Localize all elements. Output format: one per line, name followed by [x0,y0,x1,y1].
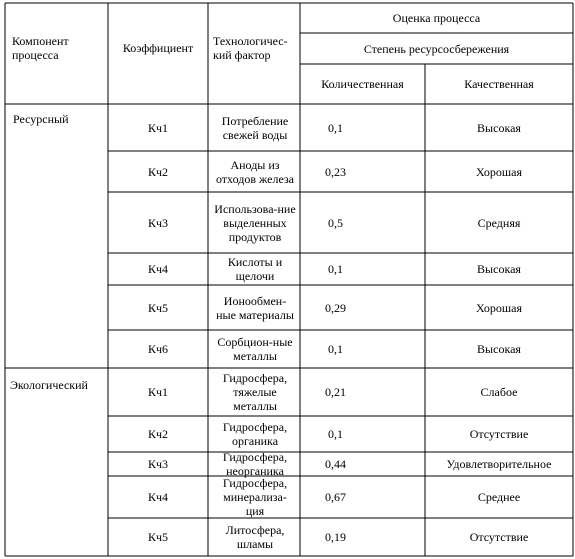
row-qualitative: Высокая [477,262,521,276]
row-tech-factor: Литосфера, шламы [225,523,285,551]
row-tech-factor: Гидросфера, неорганика [222,450,288,478]
row-quantitative: 0,44 [325,457,346,471]
row-coefficient: Кч5 [147,300,169,315]
header-coefficient: Коэффициент [122,41,194,55]
row-qualitative: Отсутствие [469,427,529,441]
header-resource-degree: Степень ресурсосбережения [363,41,510,56]
row-coefficient: Кч1 [147,120,169,135]
row-tech-factor: Сорбцион-ные металлы [217,335,293,363]
row-tech-factor: Ионообмен-ные материалы [216,293,294,322]
row-quantitative: 0,1 [328,342,343,356]
row-qualitative: Средняя [477,215,521,230]
header-quantitative: Количественная [321,77,404,91]
row-quantitative: 0,1 [328,427,343,441]
group-label-ecological: Экологический [10,378,88,392]
row-quantitative: 0,23 [325,164,346,179]
row-tech-factor: Аноды из отходов железа [215,157,295,186]
row-qualitative: Высокая [477,342,521,356]
row-qualitative: Слабое [480,385,518,399]
header-component: Компонент процесса [12,34,69,62]
row-qualitative: Удовлетворительное [446,457,552,471]
row-qualitative: Хорошая [476,300,522,315]
row-coefficient: Кч6 [147,342,169,356]
row-coefficient: Кч4 [147,262,169,276]
row-tech-factor: Гидросфера, минерализа-ция [222,476,288,518]
group-label-resource: Ресурсный [13,112,69,126]
row-coefficient: Кч2 [147,164,169,179]
row-coefficient: Кч1 [147,385,169,399]
row-tech-factor: Гидросфера, органика [222,420,288,448]
row-coefficient: Кч3 [147,457,169,471]
row-coefficient: Кч3 [147,215,169,230]
row-tech-factor: Гидросфера, тяжелые металлы [222,371,288,413]
row-qualitative: Среднее [477,490,521,504]
row-qualitative: Высокая [477,120,521,135]
row-tech-factor: Потребление свежей воды [221,113,289,142]
row-coefficient: Кч5 [147,530,169,544]
row-tech-factor: Кислоты и щелочи [227,255,283,283]
row-quantitative: 0,19 [325,530,346,544]
row-quantitative: 0,29 [325,300,346,315]
row-quantitative: 0,5 [328,215,343,230]
row-qualitative: Отсутствие [469,530,529,544]
row-tech-factor: Использова-ние выделенных продуктов [214,201,296,244]
header-tech-factor: Технологичес-кий фактор [213,34,288,62]
header-qualitative: Качественная [464,77,534,91]
header-process-assessment: Оценка процесса [392,11,481,25]
row-quantitative: 0,1 [328,262,343,276]
row-coefficient: Кч4 [147,490,169,504]
row-coefficient: Кч2 [147,427,169,441]
row-quantitative: 0,21 [325,385,346,399]
row-quantitative: 0,67 [325,490,346,504]
row-qualitative: Хорошая [476,164,522,179]
row-quantitative: 0,1 [328,120,343,135]
